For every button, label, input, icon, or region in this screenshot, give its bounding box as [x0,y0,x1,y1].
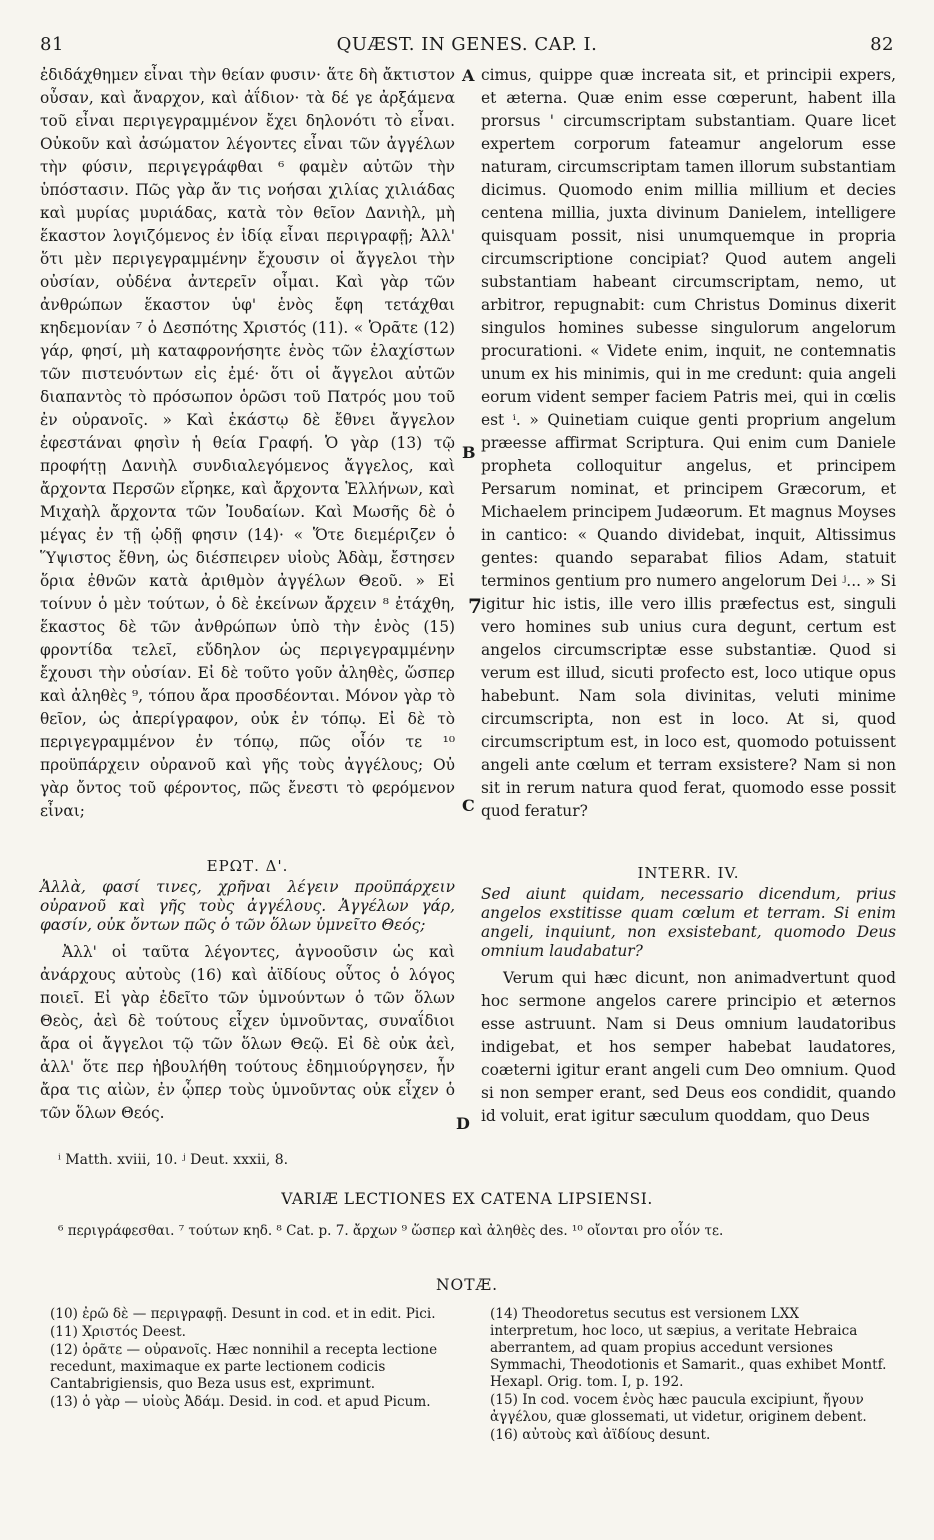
scripture-references: ⁱ Matth. xviii, 10. ʲ Deut. xxxii, 8. [58,1152,289,1168]
variae-lectiones-text: ⁶ περιγράφεσθαι. ⁷ τούτων κηδ. ⁸ Cat. p. 7. ἄρχων ⁹ ὥσπερ καὶ ἀληθὲς des. ¹⁰ οἴονται pro οἷόν τε. [58,1223,724,1239]
latin-question-heading: INTERR. IV. [637,864,740,882]
greek-question-heading: ΕΡΩΤ. Δ'. [206,857,289,875]
latin-question-section [481,862,896,1128]
greek-column-top [40,64,455,823]
greek-answer-text: Ἀλλ' οἱ ταῦτα λέγοντες, ἀγνοοῦσιν ὡς καὶ ἀνάρχους αὐτοὺς (16) καὶ ἀϊδίους οὗτος ὁ λόγος ποιεῖ. Εἰ γὰρ ἐδεῖτο τῶν ὑμνούντων ὁ τῶν ὅλων Θεὸς, ἀεὶ δὲ τούτους εἶχεν ὑμνοῦντας, συναΐδιοι ἄρα οἱ ἄγγελοι τῷ τῶν ὅλων Θεῷ. Εἰ δὲ οὐκ ἀεὶ, ἀλλ' ὅτε περ ἠβουλήθη τούτους ἐδημιούργησεν, ἦν ἄρα τις αἰὼν, ἐν ᾧπερ τοὺς ὑμνοῦντας οὐκ εἶχεν ὁ τῶν ὅλων Θεός. [40,943,455,1122]
latin-column-top [481,64,896,823]
latin-paragraph: cimus, quippe quæ increata sit, et principii expers, et æterna. Quæ enim esse cœperunt, habent illa prorsus ' circumscriptam substantiam. Quare licet expertem corporum fateamur angelorum esse naturam, circumscriptam tamen illorum substantiam dicimus. Quomodo enim millia millium et decies centena millia, juxta divinum Danielem, intelligere quisquam possit, nisi unumquemque in propria circumscriptione concipiat? Quod autem angeli substantiam habeant circumscriptam, nemo, ut arbitror, repugnabit: cum Christus Dominus dixerit singulos homines subesse singulorum angelorum procurationi. « Videte enim, inquit, ne contemnatis unum ex his minimis, qui in me credunt: quia angeli eorum vident semper faciem Patris mei, qui in cœlis est ⁱ. » Quinetiam cuique genti proprium angelum præesse affirmat Scriptura. Qui enim cum Daniele propheta colloquitur angelus, et principem Persarum nominat, et principem Græcorum, et Michaelem principem Judæorum. Et magnus Moyses in cantico: « Quando dividebat, inquit, Altissimus gentes: quando separabat filios Adam, statuit terminos gentium pro numero angelorum Dei ʲ... » Si igitur hic istis, ille vero illis præfectus est, singuli vero homines sub unius cura degunt, certum est angelos circumscriptæ esse substantiæ. Quod si verum est illud, sicuti profecto est, loco utique opus habebunt. Nam sola divinitas, veluti minime circumscripta, non est in loco. At si, quod circumscriptum est, in loco est, quomodo potuissent angeli ante cœlum et terram exsistere? Nam si non sit in rerum natura quod ferat, quomodo esse possit quod feratur? [481,66,896,820]
note-item: (15) In cod. vocem ἑνὸς hæc paucula excipiunt, ἤγουν ἀγγέλου, quæ glossemati, ut videtur, originem debent. [490,1392,867,1425]
margin-marker-d: D [456,1114,470,1133]
running-title: QUÆST. IN GENES. CAP. I. [336,34,598,55]
note-item: (16) αὐτοὺς καὶ ἀϊδίους desunt. [490,1427,711,1443]
greek-question-text: Ἀλλὰ, φασί τινες, χρῆναι λέγειν προϋπάρχειν οὐρανοῦ καὶ γῆς τοὺς ἀγγέλους. Ἀγγέλων γάρ, φασίν, οὐκ ὄντων πῶς ὁ τῶν ὅλων ὑμνεῖτο Θεός; [40,878,455,934]
note-item: (13) ὁ γὰρ — υἱοὺς Ἀδάμ. Desid. in cod. et apud Picum. [50,1394,431,1410]
greek-paragraph: ἐδιδάχθημεν εἶναι τὴν θείαν φυσιν· ἅτε δὴ ἄκτιστον οὖσαν, καὶ ἄναρχον, καὶ ἀΐδιον· τὰ δέ γε ἀρξάμενα τοῦ εἶναι περιγεγραμμένον ἔχει δηλονότι τὸ εἶναι. Οὐκοῦν καὶ ἀσώματον λέγοντες εἶναι τῶν ἀγγέλων τὴν φύσιν, περιγεγράφθαι ⁶ φαμὲν αὐτῶν τὴν ὑπόστασιν. Πῶς γὰρ ἄν τις νοήσαι χιλίας χιλιάδας καὶ μυρίας μυριάδας, κατὰ τὸν θεῖον Δανιὴλ, μὴ ἕκαστον λογιζόμενος ἐν ἰδίᾳ εἶναι περιγραφῇ; Ἀλλ' ὅτι μὲν περιγεγραμμένην ἔχουσιν οἱ ἄγγελοι τὴν οὐσίαν, οὐδένα ἀντερεῖν οἶμαι. Καὶ γὰρ τῶν ἀνθρώπων ἕκαστον ὑφ' ἑνὸς ἔφη τετάχθαι κηδεμονίαν ⁷ ὁ Δεσπότης Χριστός (11). « Ὁρᾶτε (12) γάρ, φησί, μὴ καταφρονήσητε ἑνὸς τῶν ἐλαχίστων τῶν πιστευόντων εἰς ἐμέ· ὅτι οἱ ἄγγελοι αὐτῶν διαπαντὸς τὸ πρόσωπον ὁρῶσι τοῦ Πατρός μου τοῦ ἐν οὐρανοῖς. » Καὶ ἑκάστῳ δὲ ἔθνει ἄγγελον ἐφεστάναι φησὶν ἡ θεία Γραφή. Ὁ γὰρ (13) τῷ προφήτῃ Δανιὴλ συνδιαλεγόμενος ἄγγελος, καὶ ἄρχοντα Περσῶν εἴρηκε, καὶ ἄρχοντα Ἑλλήνων, καὶ Μιχαὴλ ἄρχοντα τῶν Ἰουδαίων. Καὶ Μωσῆς δὲ ὁ μέγας ἐν τῇ ᾠδῇ φησιν (14)· « Ὅτε διεμέριζεν ὁ Ὕψιστος ἔθνη, ὡς διέσπειρεν υἱοὺς Ἀδὰμ, ἔστησεν ὅρια ἐθνῶν κατὰ ἀριθμὸν ἀγγέλων Θεοῦ. » Εἰ τοίνυν ὁ μὲν τούτων, ὁ δὲ ἐκείνων ἄρχειν ⁸ ἐτάχθη, ἕκαστος δὲ τῶν ἀνθρώπων ὑπὸ τὴν ἑνὸς (15) φροντίδα τελεῖ, εὔδηλον ὡς περιγεγραμμένην ἔχουσι τὴν οὐσίαν. Εἰ δὲ τοῦτο γοῦν ἀληθὲς, ὥσπερ καὶ ἀληθὲς ⁹, τόπου ἄρα προσδέονται. Μόνον γὰρ τὸ θεῖον, ὡς ἀπερίγραφον, οὐκ ἐν τόπῳ. Εἰ δὲ τὸ περιγεγραμμένον ἐν τόπῳ, πῶς οἷόν τε ¹⁰ προϋπάρχειν οὐρανοῦ καὶ γῆς τοὺς ἀγγέλους; Οὐ γὰρ ὄντος τοῦ φέροντος, πῶς ἔνεστι τὸ φερόμενον εἶναι; [40,66,455,820]
notae-title: NOTÆ. [435,1276,499,1294]
running-header [40,34,894,60]
margin-marker-a: A [462,66,475,85]
notes-right-column [490,1306,890,1445]
greek-question-section [40,855,455,1125]
note-item: (12) ὁρᾶτε — οὐρανοῖς. Hæc nonnihil a recepta lectione recedunt, maximaque ex parte lectionem codicis Cantabrigiensis, quo Beza usus est, exprimunt. [50,1342,438,1392]
note-item: (10) ἐρῶ δὲ — περιγραφῇ. Desunt in cod. et in edit. Pici. [50,1306,436,1322]
page-number-right: 82 [870,34,894,55]
latin-question-text: Sed aiunt quidam, necessario dicendum, prius angelos exstitisse quam cœlum et terram. Si enim angeli, inquiunt, non exsistebant, quomodo Deus omnium laudabatur? [481,885,896,960]
margin-marker-b: B [462,443,476,462]
margin-marker-c: C [462,796,475,815]
page-number-left: 81 [40,34,64,55]
note-item: (14) Theodoretus secutus est versionem LXX interpretum, hoc loco, ut sæpius, a veritate Hebraica aberrantem, ad quam propius accedunt versiones Symmachi, Theodotionis et Samarit., quas exhibet Montf. Hexapl. Orig. tom. I, p. 192. [490,1306,887,1390]
variae-lectiones-title: VARIÆ LECTIONES EX CATENA LIPSIENSI. [281,1190,653,1208]
notes-left-column [50,1306,450,1412]
latin-answer-text: Verum qui hæc dicunt, non animadvertunt quod hoc sermone angelos carere principio et æternos esse astruunt. Nam si Deus omnium laudatoribus indigebat, et hos semper habebat laudatores, coæterni igitur erant angeli cum Deo omnium. Quod si non semper erant, sed Deus eos condidit, quando id voluit, erat igitur sæculum quoddam, quo Deus [481,969,896,1125]
margin-number: 7 [468,594,482,618]
note-item: (11) Χριστός Deest. [50,1324,186,1340]
